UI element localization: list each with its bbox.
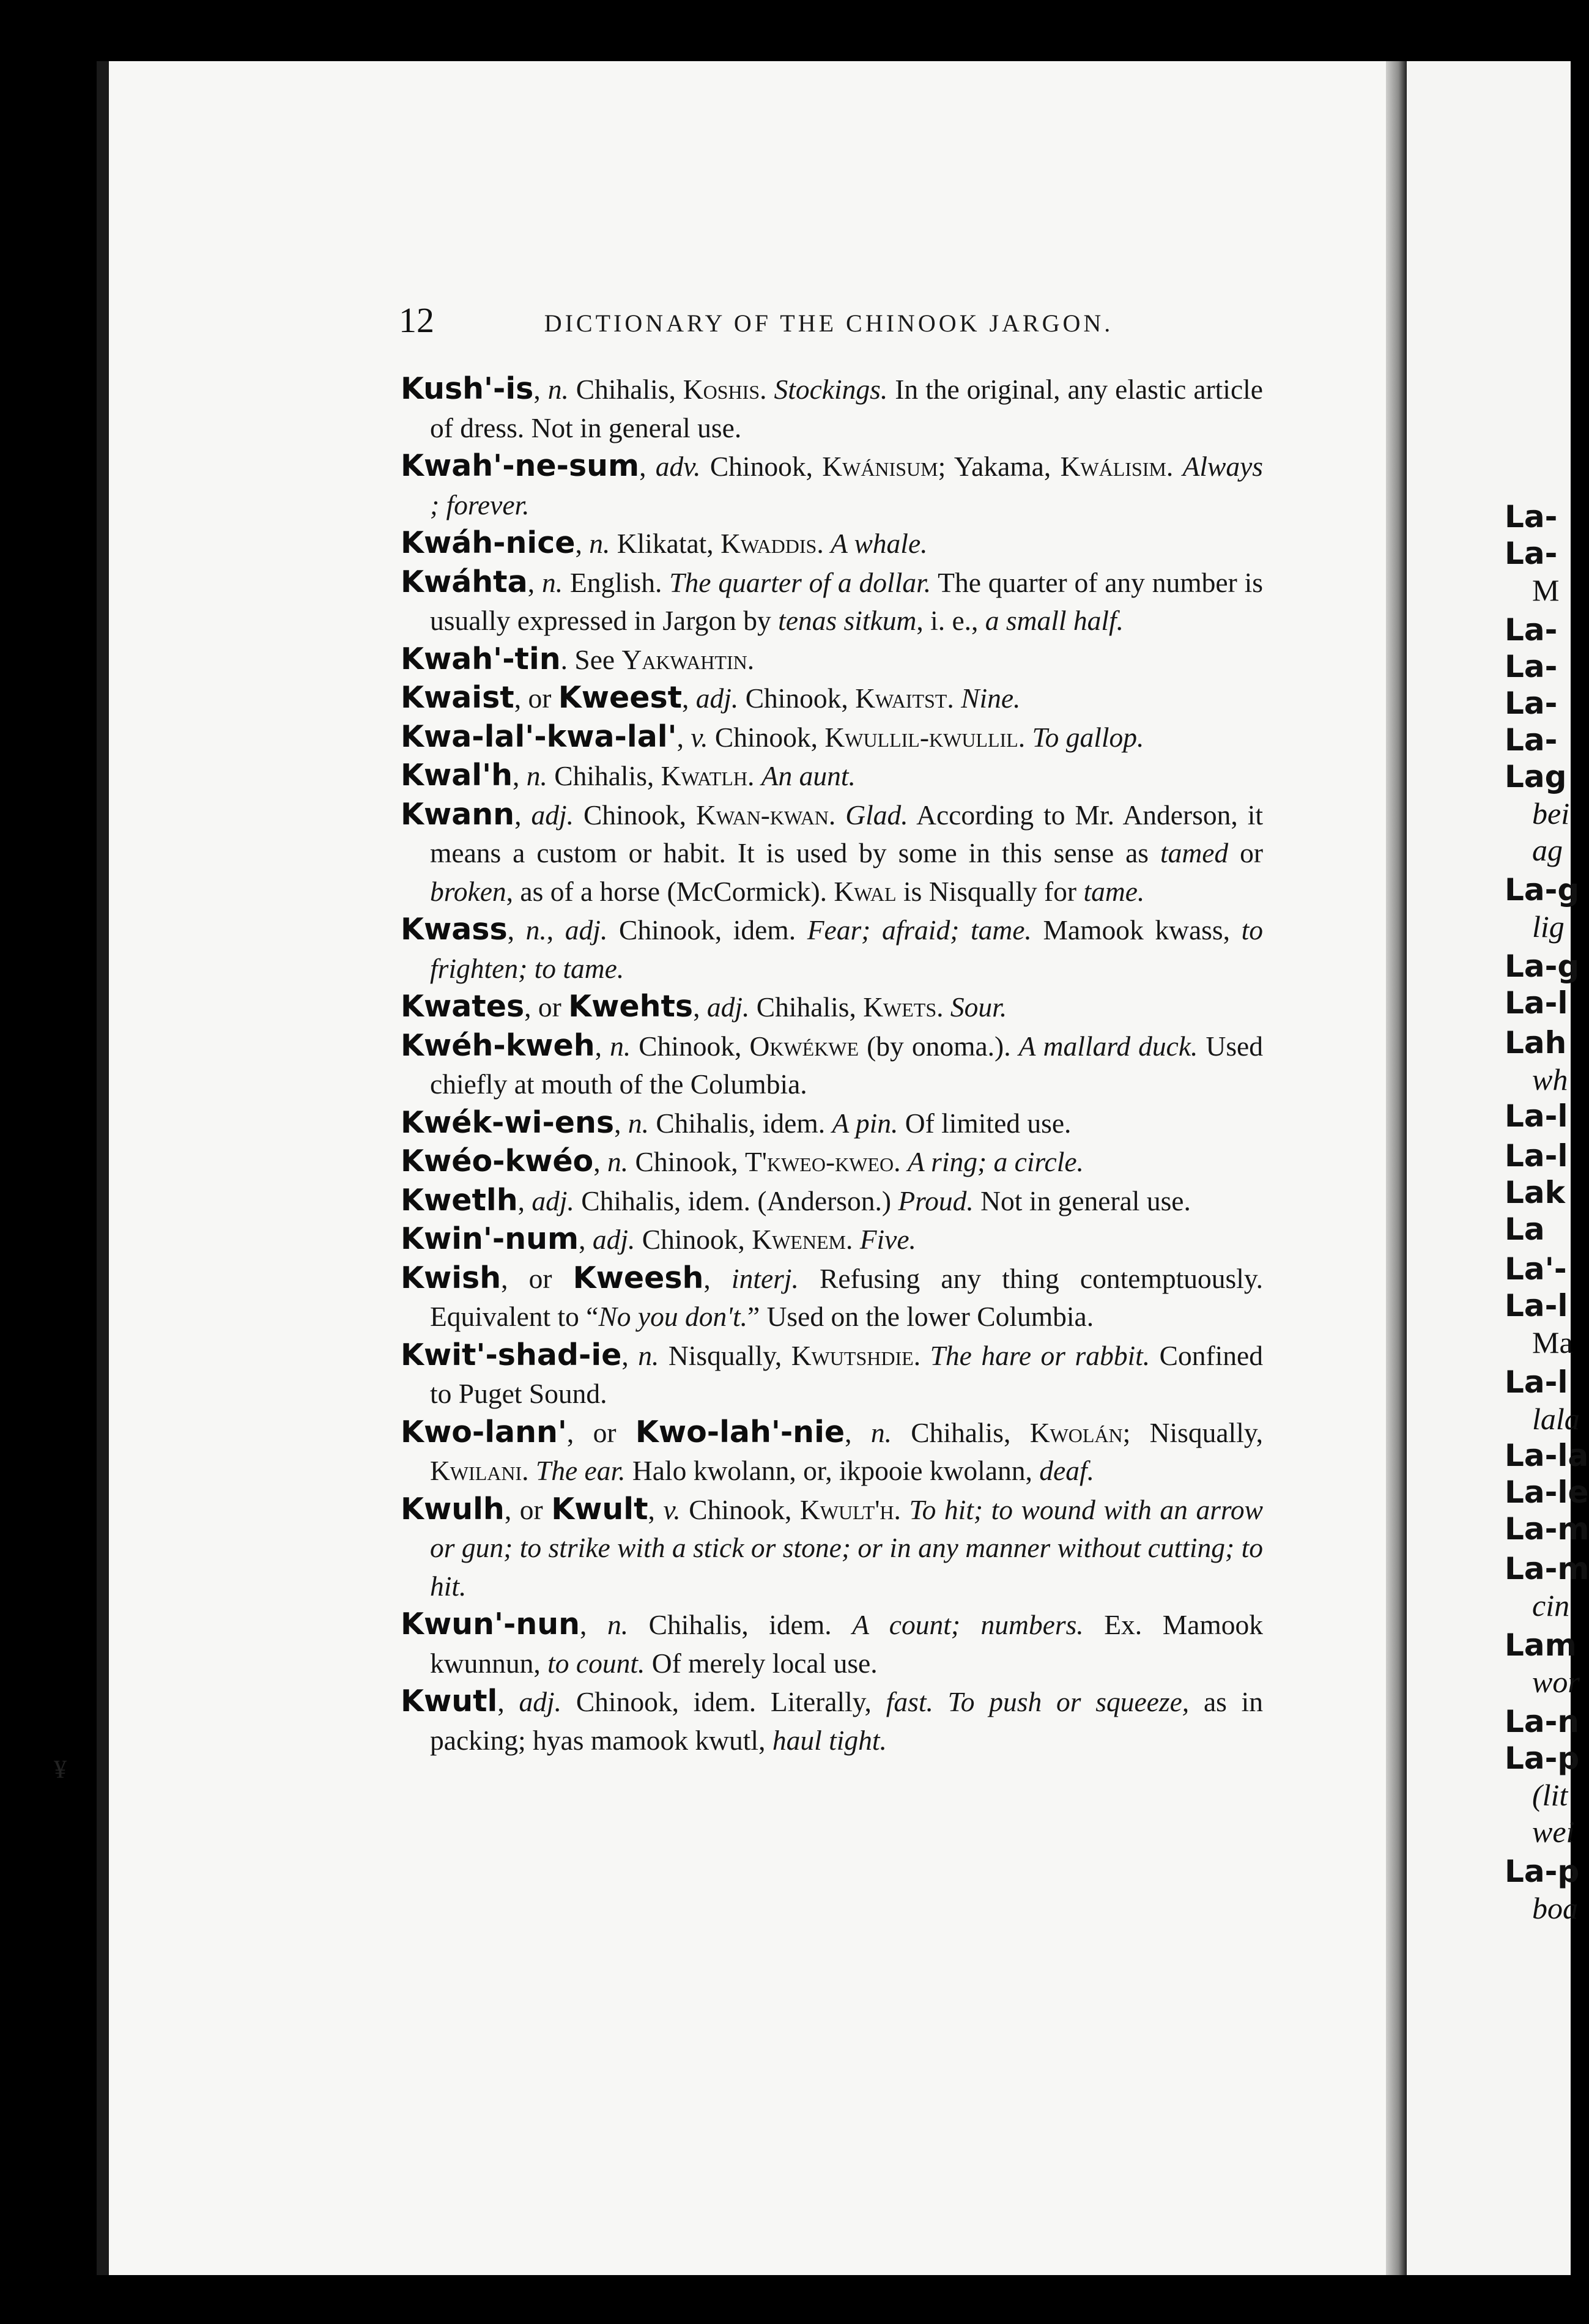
entry-headword: Kwish bbox=[401, 1260, 502, 1295]
entry-text: . See bbox=[560, 643, 622, 675]
facing-page-line: La'- bbox=[1505, 1251, 1567, 1287]
facing-page-line: wh bbox=[1532, 1062, 1568, 1097]
facing-page-line: wor bbox=[1532, 1665, 1580, 1699]
entry-text: The quarter of any number is usually expressed in Jargon by bbox=[430, 566, 1263, 636]
entry-gloss: tame. bbox=[1083, 875, 1145, 907]
entry-gloss: Fear; afraid; tame. bbox=[807, 914, 1032, 946]
entry-text: Of merely local use. bbox=[645, 1647, 878, 1679]
entry-text: ” Used on the lower Columbia. bbox=[747, 1301, 1094, 1332]
entry-gloss: A pin. bbox=[832, 1107, 898, 1139]
entry-gloss: adj. bbox=[532, 1185, 574, 1216]
entry-gloss: adj. bbox=[565, 914, 608, 946]
entry-text: Chinook, idem. bbox=[607, 914, 807, 946]
facing-page-line: (lit bbox=[1532, 1778, 1568, 1812]
entry-source-word: Kwatlh bbox=[661, 760, 747, 791]
dictionary-entry bbox=[401, 1490, 1263, 1606]
entry-text: . bbox=[894, 1146, 908, 1177]
entry-text: Halo kwolann, or, ikpooie kwolann, bbox=[625, 1455, 1040, 1486]
entry-text: . bbox=[1018, 721, 1032, 753]
entry-text: , bbox=[579, 1224, 593, 1255]
entry-headword: Kwah'-tin bbox=[401, 641, 561, 676]
entry-text: , or bbox=[524, 991, 569, 1023]
facing-page-line: bei bbox=[1532, 796, 1570, 831]
entry-gloss: a small half. bbox=[985, 605, 1124, 636]
dictionary-entry bbox=[401, 1182, 1263, 1221]
entry-text: , bbox=[693, 991, 707, 1023]
facing-page-line: Lag bbox=[1505, 759, 1567, 794]
running-title: DICTIONARY OF THE CHINOOK JARGON. bbox=[544, 309, 1114, 337]
entry-gloss: Sour. bbox=[950, 991, 1007, 1023]
entry-text: , bbox=[517, 1185, 532, 1216]
page-number: 12 bbox=[399, 300, 434, 340]
entry-text: , bbox=[507, 914, 526, 946]
entry-text: Chihalis, bbox=[547, 760, 661, 791]
facing-page-line: La-l bbox=[1505, 985, 1568, 1021]
facing-page-line: M bbox=[1532, 573, 1560, 607]
entry-headword: Kwo-lann' bbox=[401, 1414, 567, 1449]
entry-gloss: An aunt. bbox=[761, 760, 856, 791]
dictionary-entries bbox=[401, 370, 1263, 1760]
entry-text: , as of a horse (McCormick). bbox=[506, 875, 834, 907]
entry-gloss: n. bbox=[610, 1030, 631, 1062]
entry-gloss: A whale. bbox=[831, 528, 928, 559]
facing-page-line: La-la bbox=[1505, 1438, 1589, 1473]
entry-text: Chinook, bbox=[700, 451, 823, 482]
facing-page-line: Lah bbox=[1505, 1025, 1567, 1060]
dictionary-entry bbox=[401, 796, 1263, 911]
entry-text: Refusing any thing contemptuously. Equivalent to “ bbox=[430, 1262, 1264, 1332]
entry-gloss: v. bbox=[663, 1493, 681, 1525]
entry-text: . bbox=[947, 683, 961, 714]
entry-gloss: adj. bbox=[519, 1686, 562, 1717]
facing-page-line: wei bbox=[1532, 1815, 1575, 1849]
dictionary-entry bbox=[401, 679, 1263, 718]
entry-headword: Kwáhta bbox=[401, 564, 528, 599]
facing-page-line: La-l bbox=[1505, 1098, 1568, 1134]
entry-text: , bbox=[614, 1107, 628, 1139]
entry-source-word: Kwal bbox=[834, 875, 897, 907]
entry-text: Chihalis, bbox=[568, 374, 683, 405]
entry-gloss: The hare or rabbit. bbox=[930, 1339, 1150, 1371]
facing-page-line: Lam bbox=[1505, 1627, 1577, 1663]
facing-page-line: lig bbox=[1532, 909, 1565, 944]
entry-text: , bbox=[639, 451, 656, 482]
entry-source-word: Kwult'h bbox=[799, 1493, 894, 1525]
entry-source-word: Kwaddis bbox=[720, 528, 817, 559]
entry-headword: Kwates bbox=[401, 989, 525, 1024]
entry-text: , bbox=[594, 1030, 610, 1062]
facing-page-line: La-g bbox=[1505, 872, 1580, 908]
entry-text: , bbox=[676, 721, 691, 753]
entry-text: , bbox=[527, 566, 542, 598]
entry-gloss: n. bbox=[541, 566, 563, 598]
facing-page-line: La-p bbox=[1505, 1741, 1580, 1776]
entry-text: , bbox=[497, 1686, 519, 1717]
entry-source-word: Kwálisim bbox=[1060, 451, 1166, 482]
entry-headword: Kwáh-nice bbox=[401, 525, 576, 560]
entry-headword: Kwal'h bbox=[401, 758, 513, 793]
entry-gloss: n. bbox=[589, 528, 610, 559]
entry-text: Chinook, bbox=[573, 799, 697, 831]
entry-headword: Kwit'-shad-ie bbox=[401, 1337, 622, 1372]
entry-text: Chihalis, bbox=[749, 991, 864, 1023]
entry-text: Ex. Mamook kwunnun, bbox=[430, 1609, 1264, 1679]
entry-gloss: haul tight. bbox=[772, 1724, 887, 1756]
entry-text: In the original, any elastic article of dress. Not in general use. bbox=[430, 374, 1263, 443]
facing-page-line: Lak bbox=[1505, 1175, 1565, 1210]
entry-text: . bbox=[936, 991, 950, 1023]
facing-page-line: La- bbox=[1505, 722, 1558, 758]
entry-text: Chihalis, idem. (Anderson.) bbox=[574, 1185, 898, 1216]
entry-text: , bbox=[682, 683, 696, 714]
entry-text: Chinook, bbox=[680, 1493, 800, 1525]
entry-gloss: adj. bbox=[695, 683, 739, 714]
facing-page-line: La-m bbox=[1505, 1511, 1589, 1547]
facing-page-line: La bbox=[1505, 1212, 1545, 1247]
entry-text: , bbox=[621, 1339, 639, 1371]
entry-headword: Kwetlh bbox=[401, 1182, 518, 1218]
entry-gloss: Always ; forever. bbox=[430, 451, 1263, 520]
entry-text: , bbox=[845, 1416, 871, 1448]
entry-text: (by onoma.). bbox=[859, 1030, 1019, 1062]
entry-text: . bbox=[747, 643, 755, 675]
facing-page-line: ag bbox=[1532, 833, 1563, 867]
entry-gloss: A ring; a circle. bbox=[907, 1146, 1084, 1177]
facing-page-line: La- bbox=[1505, 612, 1558, 648]
entry-gloss: tenas sitkum bbox=[778, 605, 917, 636]
entry-text: , bbox=[648, 1493, 664, 1525]
entry-text: . bbox=[913, 1339, 930, 1371]
entry-text: , bbox=[546, 914, 565, 946]
facing-page-line: La-l bbox=[1505, 1138, 1568, 1174]
entry-gloss: The quarter of a dollar. bbox=[669, 566, 932, 598]
page-gutter-shadow bbox=[97, 61, 110, 2275]
entry-headword: Kwaist bbox=[401, 680, 514, 715]
entry-source-word: Kwánisum bbox=[822, 451, 938, 482]
entry-gloss: Five. bbox=[859, 1224, 916, 1255]
entry-headword: Kwa-lal'-kwa-lal' bbox=[401, 719, 677, 754]
entry-text: , or bbox=[514, 683, 558, 714]
facing-page-line: La- bbox=[1505, 536, 1558, 571]
entry-source-word: Yakwahtin bbox=[621, 643, 747, 675]
facing-page-line: La-l bbox=[1505, 1288, 1568, 1323]
entry-text: Chinook, bbox=[631, 1030, 750, 1062]
entry-gloss: broken bbox=[430, 875, 506, 907]
entry-headword: Kwutl bbox=[401, 1684, 498, 1719]
dictionary-entry bbox=[401, 1605, 1263, 1682]
entry-text: Chinook, bbox=[738, 683, 856, 714]
facing-page-line: La-l bbox=[1505, 1364, 1568, 1400]
entry-source-word: Kwaitst bbox=[855, 683, 947, 714]
facing-page-line: La-p bbox=[1505, 1854, 1580, 1889]
entry-headword: Kwah'-ne-sum bbox=[401, 448, 640, 483]
entry-text: English. bbox=[563, 566, 670, 598]
entry-text: Not in general use. bbox=[973, 1185, 1191, 1216]
entry-text: . bbox=[817, 528, 831, 559]
entry-gloss: tamed bbox=[1160, 837, 1229, 868]
dictionary-entry bbox=[401, 988, 1263, 1027]
entry-gloss: Glad. bbox=[845, 799, 908, 831]
entry-text: Chihalis, idem. bbox=[628, 1609, 853, 1640]
dictionary-entry bbox=[401, 524, 1263, 563]
entry-text: Chinook, bbox=[708, 721, 825, 753]
entry-gloss: To gallop. bbox=[1032, 721, 1144, 753]
dictionary-entry bbox=[401, 718, 1263, 757]
entry-text: ; Yakama, bbox=[938, 451, 1061, 482]
entry-text: . bbox=[828, 799, 846, 831]
dictionary-entry bbox=[401, 1027, 1263, 1104]
entry-gloss: Proud. bbox=[898, 1185, 974, 1216]
entry-gloss: To push or squeeze, bbox=[947, 1686, 1190, 1717]
entry-gloss: v. bbox=[691, 721, 708, 753]
book-spine bbox=[1386, 61, 1407, 2275]
dictionary-entry bbox=[401, 1142, 1263, 1182]
dictionary-entry bbox=[401, 1259, 1263, 1336]
facing-page-line: lala bbox=[1532, 1402, 1580, 1436]
facing-page-line: Ma bbox=[1532, 1325, 1573, 1360]
dictionary-entry bbox=[401, 757, 1263, 796]
entry-text: . bbox=[894, 1493, 909, 1525]
entry-text: Of limited use. bbox=[898, 1107, 1072, 1139]
entry-source-word: Kwullil-kwullil bbox=[824, 721, 1018, 753]
facing-page-line: La-g bbox=[1505, 949, 1580, 984]
entry-source-word: Kwets bbox=[863, 991, 937, 1023]
entry-text: . bbox=[747, 760, 761, 791]
entry-gloss: The ear. bbox=[535, 1455, 626, 1486]
dictionary-entry bbox=[401, 1104, 1263, 1143]
entry-variant-headword: Kwo-lah'-nie bbox=[635, 1414, 845, 1449]
dictionary-entry bbox=[401, 1682, 1263, 1760]
entry-gloss: Stockings. bbox=[774, 374, 888, 405]
dictionary-entry bbox=[401, 563, 1263, 640]
entry-source-word: Kwenem bbox=[752, 1224, 846, 1255]
dictionary-entry bbox=[401, 1220, 1263, 1259]
entry-headword: Kwin'-num bbox=[401, 1221, 579, 1256]
entry-text: ; Nisqually, bbox=[1122, 1416, 1264, 1448]
dictionary-entry bbox=[401, 447, 1263, 524]
dictionary-entry bbox=[401, 911, 1263, 988]
entry-gloss: To hit; to wound with an arrow or gun; to strike with a stick or stone; or in any manner without cutting; to hit. bbox=[430, 1493, 1264, 1602]
entry-text: . bbox=[1166, 451, 1183, 482]
entry-text: , or bbox=[501, 1262, 573, 1294]
entry-text: or bbox=[1228, 837, 1263, 868]
facing-page-line: La-m bbox=[1505, 1551, 1589, 1586]
entry-source-word: Okwékwe bbox=[749, 1030, 859, 1062]
facing-page-line: boa bbox=[1532, 1891, 1578, 1925]
entry-headword: Kwulh bbox=[401, 1491, 505, 1527]
entry-gloss: n. bbox=[526, 760, 547, 791]
entry-text: , bbox=[703, 1262, 732, 1294]
entry-headword: Kwann bbox=[401, 796, 515, 832]
entry-source-word: T'kweo-kweo bbox=[744, 1146, 894, 1177]
entry-text: Chinook, bbox=[635, 1224, 752, 1255]
entry-gloss: adv. bbox=[655, 451, 701, 482]
facing-page-line: La-le bbox=[1505, 1475, 1589, 1510]
entry-gloss: n. bbox=[638, 1339, 659, 1371]
entry-source-word: Kwilani bbox=[430, 1455, 522, 1486]
entry-text: is Nisqually for bbox=[896, 875, 1084, 907]
facing-page-line: La-n bbox=[1505, 1704, 1579, 1739]
facing-page-line: La- bbox=[1505, 499, 1558, 535]
entry-text: . bbox=[760, 374, 774, 405]
entry-text: Mamook kwass, bbox=[1031, 914, 1242, 946]
entry-text: , bbox=[575, 528, 590, 559]
entry-text: Used chiefly at mouth of the Columbia. bbox=[430, 1030, 1263, 1100]
entry-text: , bbox=[512, 760, 527, 791]
entry-text: Chihalis, idem. bbox=[648, 1107, 832, 1139]
entry-variant-headword: Kwehts bbox=[568, 989, 694, 1024]
entry-gloss: deaf. bbox=[1039, 1455, 1094, 1486]
entry-gloss: n. bbox=[870, 1416, 892, 1448]
entry-text: , bbox=[533, 374, 548, 405]
entry-headword: Kwéh-kweh bbox=[401, 1027, 595, 1063]
entry-text: According to Mr. Anderson, it means a custom or habit. It is used by some in this sense as bbox=[430, 799, 1263, 868]
entry-gloss: adj. bbox=[706, 991, 750, 1023]
dictionary-entry bbox=[401, 1336, 1263, 1413]
entry-headword: Kwass bbox=[401, 912, 508, 947]
entry-text: Confined to Puget Sound. bbox=[430, 1339, 1264, 1409]
entry-headword: Kwék-wi-ens bbox=[401, 1105, 615, 1140]
entry-variant-headword: Kweest bbox=[558, 680, 683, 715]
entry-text: , i. e., bbox=[916, 605, 985, 636]
facing-page-line: La- bbox=[1505, 686, 1558, 721]
margin-mark: ¥ bbox=[54, 1756, 67, 1784]
entry-gloss: n. bbox=[607, 1146, 629, 1177]
entry-text: , bbox=[514, 799, 532, 831]
entry-gloss: A mallard duck. bbox=[1018, 1030, 1198, 1062]
entry-headword: Kush'-is bbox=[401, 371, 534, 406]
entry-text: , bbox=[593, 1146, 607, 1177]
entry-headword: Kwéo-kwéo bbox=[401, 1144, 594, 1179]
entry-gloss: n. bbox=[628, 1107, 649, 1139]
entry-text: , or bbox=[504, 1493, 552, 1525]
entry-source-word: Koshis bbox=[683, 374, 760, 405]
entry-text: . bbox=[845, 1224, 860, 1255]
entry-gloss: to count. bbox=[547, 1647, 645, 1679]
entry-text: , bbox=[580, 1609, 607, 1640]
entry-text: Chinook, bbox=[628, 1146, 745, 1177]
entry-text: Nisqually, bbox=[659, 1339, 791, 1371]
facing-page-line: cin bbox=[1532, 1588, 1570, 1623]
entry-gloss: interj. bbox=[731, 1262, 799, 1294]
dictionary-entry bbox=[401, 1413, 1263, 1490]
facing-page-line: La- bbox=[1505, 649, 1558, 684]
entry-gloss: fast. bbox=[886, 1686, 933, 1717]
entry-gloss: Nine. bbox=[961, 683, 1021, 714]
entry-gloss: A count; numbers. bbox=[852, 1609, 1084, 1640]
entry-gloss: No you don't. bbox=[598, 1301, 747, 1332]
entry-variant-headword: Kweesh bbox=[572, 1260, 704, 1295]
entry-gloss: n. bbox=[525, 914, 547, 946]
dictionary-entry bbox=[401, 370, 1263, 447]
entry-text: Chihalis, bbox=[891, 1416, 1030, 1448]
entry-text: . bbox=[522, 1455, 536, 1486]
entry-text bbox=[933, 1686, 948, 1717]
entry-gloss: to frighten; to tame. bbox=[430, 914, 1264, 984]
entry-gloss: n. bbox=[547, 374, 569, 405]
entry-gloss: adj. bbox=[531, 799, 574, 831]
entry-source-word: Kwutshdie bbox=[791, 1339, 914, 1371]
entry-text: Klikatat, bbox=[610, 528, 721, 559]
entry-source-word: Kwolán bbox=[1029, 1416, 1123, 1448]
entry-text: as in packing; hyas mamook kwutl, bbox=[430, 1686, 1264, 1756]
entry-text: Chinook, idem. Literally, bbox=[561, 1686, 886, 1717]
dictionary-entry bbox=[401, 640, 1263, 679]
entry-gloss: adj. bbox=[592, 1224, 635, 1255]
entry-source-word: Kwan-kwan bbox=[696, 799, 829, 831]
entry-text: , or bbox=[566, 1416, 635, 1448]
entry-gloss: n. bbox=[607, 1609, 629, 1640]
entry-headword: Kwun'-nun bbox=[401, 1607, 580, 1641]
entry-variant-headword: Kwult bbox=[551, 1491, 648, 1527]
